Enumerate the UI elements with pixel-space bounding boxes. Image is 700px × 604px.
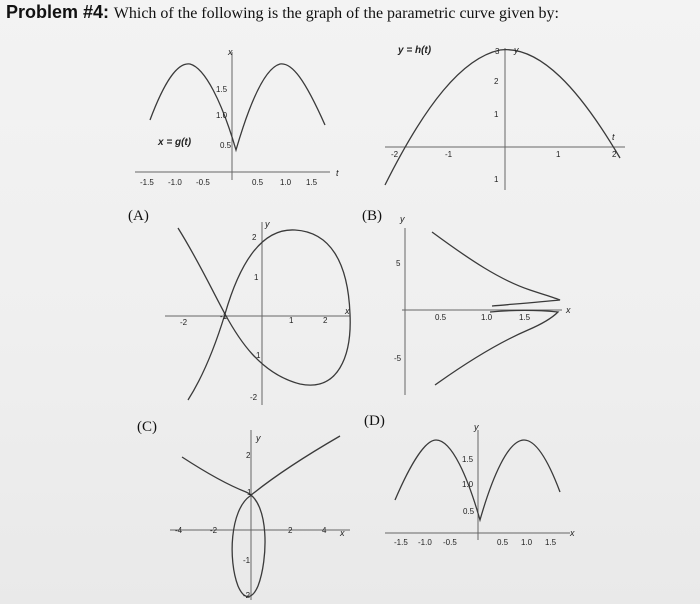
t-axis-label: t <box>336 168 339 178</box>
x-axis-label: x <box>570 528 575 538</box>
option-c-graph[interactable] <box>170 430 350 600</box>
option-a-curve <box>178 228 350 400</box>
tick-label: 0.5 <box>220 141 232 150</box>
option-c-label[interactable]: (C) <box>137 419 157 435</box>
tick-label: 1 <box>254 273 259 282</box>
option-d-label[interactable]: (D) <box>364 413 385 429</box>
x-axis-label: x <box>228 47 233 57</box>
tick-label: -2 <box>180 318 188 327</box>
tick-label: -1 <box>243 556 251 565</box>
x-function-label: x = g(t) <box>158 137 192 148</box>
option-b-graph[interactable] <box>394 214 571 395</box>
tick-label: 1 <box>556 150 561 159</box>
tick-label: -2 <box>250 393 258 402</box>
tick-label: 2 <box>612 150 617 159</box>
x-axis-label: x <box>340 528 345 538</box>
tick-label: 5 <box>396 259 401 268</box>
tick-label: -1.5 <box>140 178 154 187</box>
tick-label: -1.0 <box>168 178 182 187</box>
tick-label: -4 <box>175 526 183 535</box>
tick-label: 1.0 <box>481 313 493 322</box>
x-axis-label: x <box>345 306 350 316</box>
tick-label: 1.5 <box>306 178 318 187</box>
option-b-label[interactable]: (B) <box>362 208 382 224</box>
tick-label: -5 <box>394 354 402 363</box>
option-b-lower-curve <box>435 311 558 386</box>
y-axis-label: y <box>514 45 519 55</box>
option-c-curve <box>182 436 340 597</box>
y-function-label: y = h(t) <box>398 45 432 56</box>
tick-label: -0.5 <box>443 538 457 547</box>
tick-label: 1.0 <box>521 538 533 547</box>
tick-label: -2 <box>391 150 399 159</box>
y-axis-label: y <box>256 433 261 443</box>
tick-label: -1 <box>445 150 453 159</box>
graph-x-of-t <box>135 47 339 187</box>
tick-label: 0.5 <box>497 538 509 547</box>
tick-label: 1 <box>289 316 294 325</box>
tick-label: -2 <box>243 591 251 600</box>
t-axis-label: t <box>612 132 615 142</box>
tick-label: -1.5 <box>394 538 408 547</box>
tick-label: 2 <box>323 316 328 325</box>
problem-number: Problem #4: <box>6 2 110 22</box>
tick-label: 1.5 <box>462 455 474 464</box>
tick-label: 0.5 <box>252 178 264 187</box>
tick-label: 1 <box>494 110 499 119</box>
tick-label: -1.0 <box>418 538 432 547</box>
tick-label: -1 <box>220 312 228 321</box>
option-a-graph[interactable] <box>165 219 350 405</box>
tick-label: 1.5 <box>216 85 228 94</box>
tick-label: 1.0 <box>462 480 474 489</box>
option-b-upper-curve <box>432 232 560 306</box>
tick-label: 1.5 <box>519 313 531 322</box>
tick-label: -2 <box>210 526 218 535</box>
tick-label: 1.0 <box>216 111 228 120</box>
tick-label: 2 <box>494 77 499 86</box>
option-a-label[interactable]: (A) <box>128 208 149 224</box>
tick-label: 2 <box>246 451 251 460</box>
tick-label: 1.5 <box>545 538 557 547</box>
y-axis-label: y <box>400 214 405 224</box>
tick-label: 0.5 <box>435 313 447 322</box>
tick-label: 3 <box>495 47 500 56</box>
tick-label: 2 <box>252 233 257 242</box>
tick-label: 1 <box>256 351 261 360</box>
tick-label: 1 <box>247 488 252 497</box>
tick-label: 4 <box>322 526 327 535</box>
y-of-t-curve <box>385 50 620 185</box>
tick-label: 1 <box>494 175 499 184</box>
option-d-graph[interactable] <box>385 422 575 547</box>
question-text: Which of the following is the graph of the parametric curve given by: <box>113 5 559 22</box>
tick-label: 2 <box>288 526 293 535</box>
tick-label: 0.5 <box>463 507 475 516</box>
graph-y-of-t <box>385 45 625 190</box>
tick-label: -0.5 <box>196 178 210 187</box>
y-axis-label: y <box>474 422 479 432</box>
x-axis-label: x <box>566 305 571 315</box>
tick-label: 1.0 <box>280 178 292 187</box>
y-axis-label: y <box>265 219 270 229</box>
